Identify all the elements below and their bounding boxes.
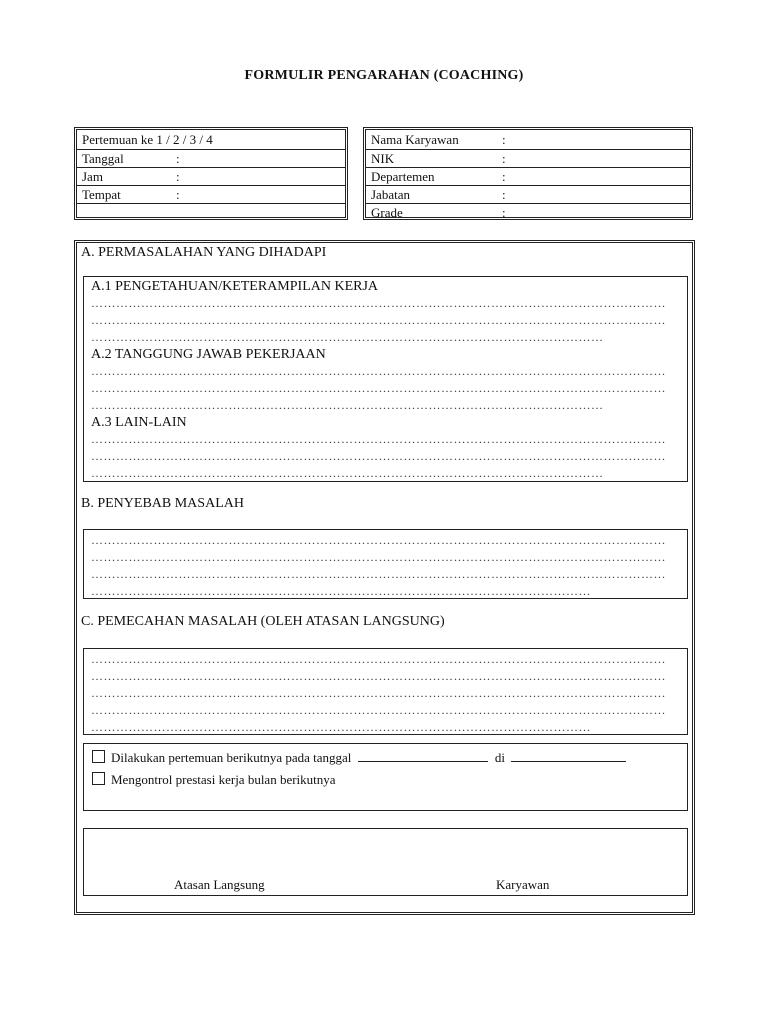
meeting-info-table xyxy=(74,127,348,220)
follow-up-box xyxy=(83,743,688,811)
supervisor-signature-label: Atasan Langsung xyxy=(174,877,265,892)
a3-line-1[interactable]: ………………………………………………………………………………………………………………………… xyxy=(91,432,666,446)
b-line-2[interactable]: ………………………………………………………………………………………………………………………… xyxy=(91,550,666,564)
a3-heading: A.3 LAIN-LAIN xyxy=(91,415,187,430)
a2-line-3[interactable]: …………………………………………………………………………………………………………… xyxy=(91,398,604,412)
meeting-number-label: Pertemuan ke 1 / 2 / 3 / 4 xyxy=(82,131,213,147)
section-a-heading: A. PERMASALAHAN YANG DIHADAPI xyxy=(81,245,327,260)
di-label: di xyxy=(494,750,506,765)
b-line-4[interactable]: ………………………………………………………………………………………………………… xyxy=(91,584,591,598)
place-colon: : xyxy=(176,186,180,202)
monitor-label: Mengontrol prestasi kerja bulan berikutnya xyxy=(111,772,336,787)
signature-box xyxy=(83,828,688,896)
coaching-form-frame xyxy=(74,240,695,915)
position-row[interactable] xyxy=(366,186,690,204)
form-title: FORMULIR PENGARAHAN (COACHING) xyxy=(244,68,524,83)
c-line-2[interactable]: ………………………………………………………………………………………………………………………… xyxy=(91,669,666,683)
section-c-box xyxy=(83,648,688,735)
date-colon: : xyxy=(176,150,180,166)
employee-name-row[interactable] xyxy=(366,130,690,150)
grade-label: Grade xyxy=(371,205,403,220)
blank-row[interactable] xyxy=(77,204,345,222)
time-colon: : xyxy=(176,168,180,184)
next-meeting-place-field[interactable] xyxy=(511,749,626,762)
place-row[interactable] xyxy=(77,186,345,204)
place-label: Tempat xyxy=(82,186,121,202)
monitor-option[interactable] xyxy=(84,769,687,791)
employee-info-table xyxy=(363,127,693,220)
a3-line-3[interactable]: …………………………………………………………………………………………………………… xyxy=(91,466,604,480)
a1-heading: A.1 PENGETAHUAN/KETERAMPILAN KERJA xyxy=(91,279,379,294)
time-row[interactable] xyxy=(77,168,345,186)
a1-line-3[interactable]: …………………………………………………………………………………………………………… xyxy=(91,330,604,344)
meeting-number-row[interactable] xyxy=(77,130,345,150)
employee-name-label: Nama Karyawan xyxy=(371,131,459,147)
c-line-1[interactable]: ………………………………………………………………………………………………………………………… xyxy=(91,652,666,666)
a3-line-2[interactable]: ………………………………………………………………………………………………………………………… xyxy=(91,449,666,463)
nik-row[interactable] xyxy=(366,150,690,168)
next-meeting-label: Dilakukan pertemuan berikutnya pada tanggal xyxy=(111,750,352,765)
next-meeting-date-field[interactable] xyxy=(358,749,488,762)
position-colon: : xyxy=(502,186,506,202)
nik-colon: : xyxy=(502,150,506,166)
grade-colon: : xyxy=(502,205,506,220)
grade-row[interactable] xyxy=(366,204,690,222)
department-row[interactable] xyxy=(366,168,690,186)
date-row[interactable] xyxy=(77,150,345,168)
c-line-3[interactable]: ………………………………………………………………………………………………………………………… xyxy=(91,686,666,700)
section-b-box xyxy=(83,529,688,599)
a1-line-2[interactable]: ………………………………………………………………………………………………………………………… xyxy=(91,313,666,327)
a2-line-2[interactable]: ………………………………………………………………………………………………………………………… xyxy=(91,381,666,395)
department-label: Departemen xyxy=(371,168,435,184)
a2-line-1[interactable]: ………………………………………………………………………………………………………………………… xyxy=(91,364,666,378)
c-line-4[interactable]: ………………………………………………………………………………………………………………………… xyxy=(91,703,666,717)
nik-label: NIK xyxy=(371,150,395,166)
section-b-heading: B. PENYEBAB MASALAH xyxy=(81,496,244,511)
time-label: Jam xyxy=(82,168,103,184)
next-meeting-option[interactable] xyxy=(84,747,687,769)
employee-name-colon: : xyxy=(502,131,506,147)
b-line-1[interactable]: ………………………………………………………………………………………………………………………… xyxy=(91,533,666,547)
checkbox-icon[interactable] xyxy=(92,750,105,763)
date-label: Tanggal xyxy=(82,150,124,166)
employee-signature-label: Karyawan xyxy=(496,877,550,892)
section-a-box xyxy=(83,276,688,482)
a2-heading: A.2 TANGGUNG JAWAB PEKERJAAN xyxy=(91,347,326,362)
c-line-5[interactable]: ………………………………………………………………………………………………………… xyxy=(91,720,591,734)
department-colon: : xyxy=(502,168,506,184)
b-line-3[interactable]: ………………………………………………………………………………………………………………………… xyxy=(91,567,666,581)
checkbox-icon[interactable] xyxy=(92,772,105,785)
position-label: Jabatan xyxy=(371,186,410,202)
section-c-heading: C. PEMECAHAN MASALAH (OLEH ATASAN LANGSUNG) xyxy=(81,614,445,629)
a1-line-1[interactable]: ………………………………………………………………………………………………………………………… xyxy=(91,296,666,310)
